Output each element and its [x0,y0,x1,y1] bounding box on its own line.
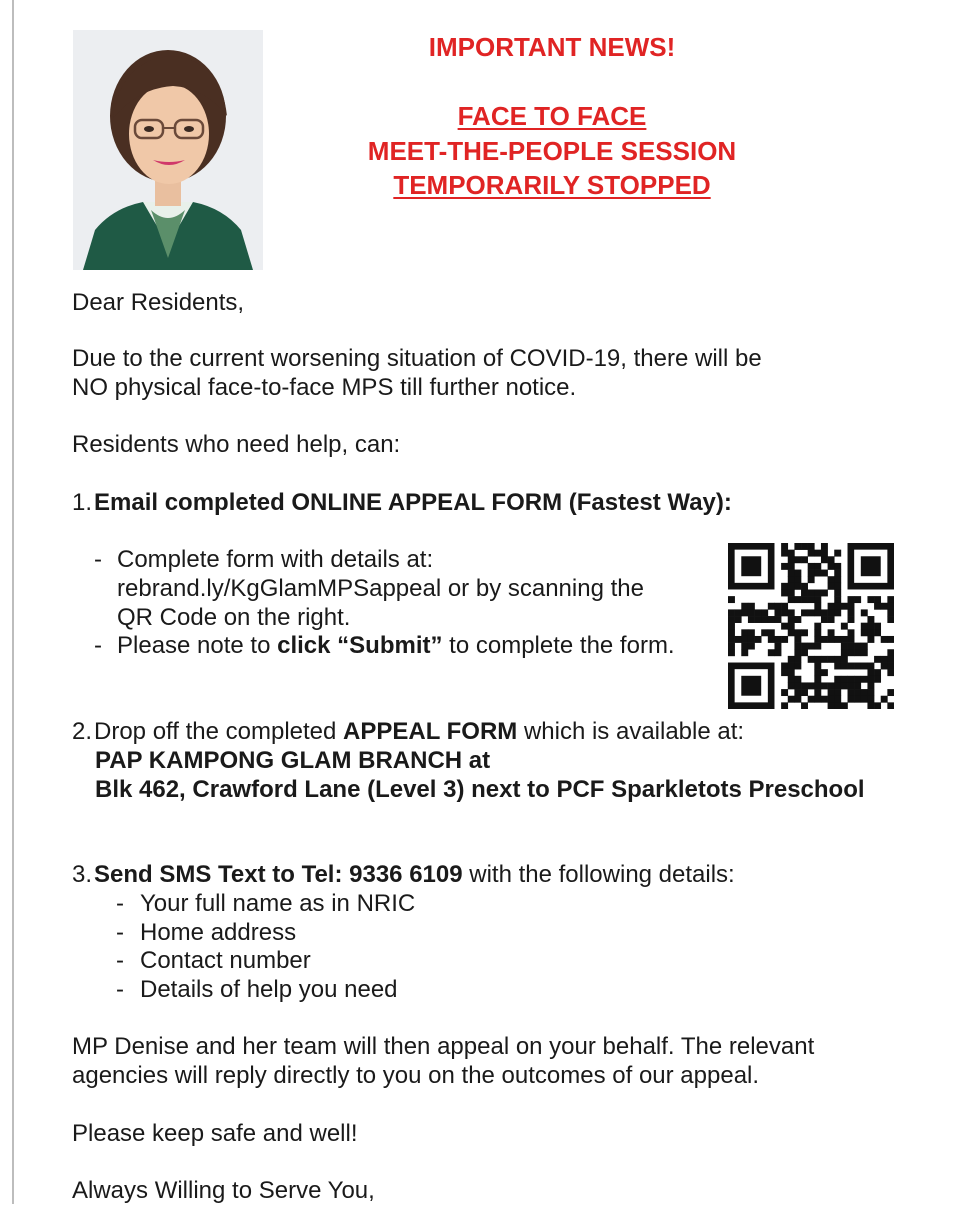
step1-bullet2-bold: click “Submit” [277,632,443,659]
step1-title: Email completed ONLINE APPEAL FORM (Fastest Way): [94,489,732,516]
step1-bullet2-pre: Please note to [117,632,278,659]
closing-line-2: agencies will reply directly to you on the outcomes of our appeal. [72,1062,760,1089]
intro-line-2: NO physical face-to-face MPS till further notice. [72,374,577,401]
step1-bullet2-post: to complete the form. [442,632,675,659]
step1-bullet2 [117,631,675,661]
step3-post: with the following details: [462,861,735,888]
closing-line-1: MP Denise and her team will then appeal on your behalf. The relevant [72,1033,815,1060]
headline-mps: MEET-THE-PEOPLE SESSION [367,136,737,166]
step2-post: which is available at: [517,718,745,745]
qr-code-icon[interactable] [728,543,894,709]
step1-appeal-link[interactable]: rebrand.ly/KgGlamMPSappeal or by scanning the [117,575,644,602]
step3-item-contact: Contact number [140,947,311,974]
headline-stopped: TEMPORARILY STOPPED [393,170,711,200]
step3-item-name: Your full name as in NRIC [140,890,416,917]
page-edge-rule [12,0,14,1204]
step1-bullet1-dash: - [94,546,102,573]
step1-number: 1. [72,489,93,516]
step3-line [72,860,735,890]
intro-line-1: Due to the current worsening situation of COVID-19, there will be [72,345,762,372]
step1-heading [72,488,732,518]
step3-item-dash: - [116,947,124,974]
portrait-photo [73,30,263,270]
step3-item-details: Details of help you need [140,976,398,1003]
step2-number: 2. [72,718,93,745]
step1-bullet2-dash: - [94,632,102,659]
step3-item-dash: - [116,976,124,1003]
step3-number: 3. [72,861,93,888]
step3-item-dash: - [116,890,124,917]
headline-important-news: IMPORTANT NEWS! [428,32,676,62]
step2-bold: APPEAL FORM [343,718,518,745]
residents-help: Residents who need help, can: [72,431,401,458]
keep-safe: Please keep safe and well! [72,1120,358,1147]
greeting: Dear Residents, [72,289,245,316]
step1-bullet1-line-a: Complete form with details at: [117,546,434,573]
step3-item-dash: - [116,919,124,946]
signoff: Always Willing to Serve You, [72,1177,375,1204]
step3-bold: Send SMS Text to Tel: 9336 6109 [94,861,463,888]
step2-branch: PAP KAMPONG GLAM BRANCH at [95,747,491,774]
step3-item-address: Home address [140,919,297,946]
step2-line [72,717,744,747]
headline-face-to-face: FACE TO FACE [457,101,647,131]
step2-address: Blk 462, Crawford Lane (Level 3) next to PCF Sparkletots Preschool [95,776,865,803]
step2-pre: Drop off the completed [94,718,344,745]
step1-bullet1-line-c: QR Code on the right. [117,604,351,631]
